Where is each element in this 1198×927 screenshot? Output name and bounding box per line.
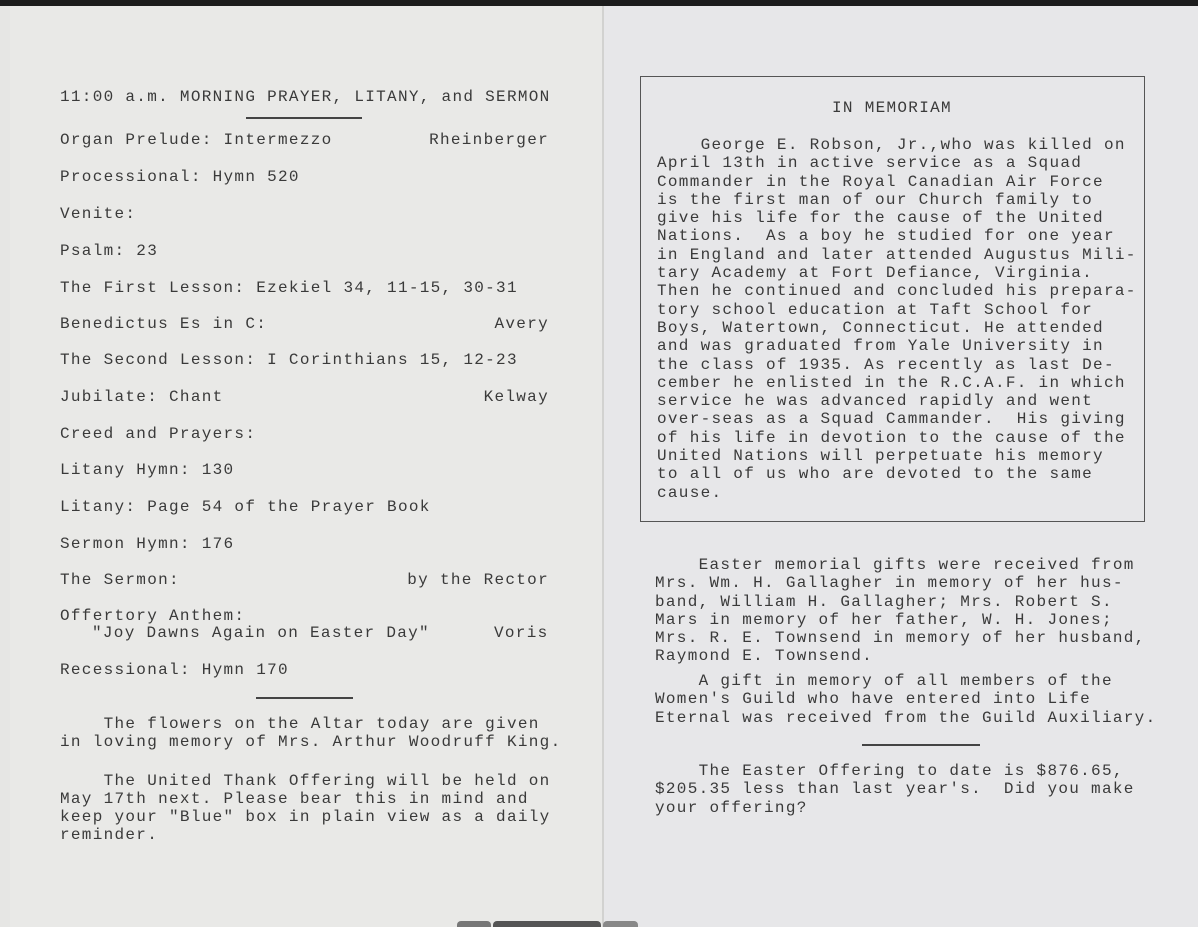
service-item-label: Venite: <box>60 205 137 223</box>
service-item-label: The Sermon: <box>60 571 180 589</box>
easter-offering-notice: The Easter Offering to date is $876.65, $205.35 less than last year's. Did you make your offering? <box>655 762 1135 817</box>
service-item-label: The First Lesson: Ezekiel 34, 11-15, 30-31 <box>60 279 518 297</box>
guild-gift-notice: A gift in memory of all members of the Women's Guild who have entered into Life Eternal was received from the Guild Auxiliary. <box>655 672 1157 727</box>
offertory-composer: Voris <box>494 624 549 642</box>
page-fold <box>602 6 604 927</box>
offertory-title: "Joy Dawns Again on Easter Day" <box>92 624 430 642</box>
scrollbar-thumb[interactable] <box>493 921 601 927</box>
service-item-label: Processional: Hymn 520 <box>60 168 300 186</box>
flowers-notice: The flowers on the Altar today are given in loving memory of Mrs. Arthur Woodruff King. <box>60 715 562 752</box>
service-item-composer: by the Rector <box>407 571 549 589</box>
service-item-label: The Second Lesson: I Corinthians 15, 12-23 <box>60 351 518 369</box>
service-item-label: Organ Prelude: Intermezzo <box>60 131 333 149</box>
thank-offering-notice: The United Thank Offering will be held on May 17th next. Please bear this in mind and keep your "Blue" box in plain view as a daily reminder. <box>60 772 551 844</box>
service-item-composer: Kelway <box>483 388 549 406</box>
service-item-label: Litany Hymn: 130 <box>60 461 235 479</box>
memoriam-title: IN MEMORIAM <box>832 99 952 117</box>
service-item-label: Jubilate: Chant <box>60 388 224 406</box>
memoriam-text: George E. Robson, Jr.,who was killed on April 13th in active service as a Squad Commander in the Royal Canadian Air Force is the first man of our Church family to give his life for the cause of the United Nations. As a boy he studied for one year in England and later attended Augustus Mili- tary Academy at Fort Defiance, Virginia. Then he continued and concluded his prepara- tory school education at Taft School for Boys, Watertown, Connecticut. He attended and was graduated from Yale University in the class of 1935. As recently as last De- cember he enlisted in the R.C.A.F. in which service he was advanced rapidly and went over-seas as a Squad Cammander. His giving of his life in devotion to the cause of the United Nations will perpetuate his memory to all of us who are devoted to the same cause. <box>657 136 1137 502</box>
offertory-label: Offertory Anthem: <box>60 607 246 625</box>
scrollbar-right-segment[interactable] <box>603 921 638 927</box>
divider <box>256 697 353 699</box>
service-item-label: Benedictus Es in C: <box>60 315 268 333</box>
service-item-label: Sermon Hymn: 176 <box>60 535 235 553</box>
service-item-composer: Avery <box>494 315 549 333</box>
scrollbar-left-segment[interactable] <box>457 921 491 927</box>
service-item-label: Creed and Prayers: <box>60 425 257 443</box>
service-item-composer: Rheinberger <box>429 131 549 149</box>
service-heading: 11:00 a.m. MORNING PRAYER, LITANY, and SERMON <box>60 88 551 106</box>
recessional: Recessional: Hymn 170 <box>60 661 289 679</box>
divider <box>246 117 362 119</box>
service-item-label: Psalm: 23 <box>60 242 159 260</box>
service-item-label: Litany: Page 54 of the Prayer Book <box>60 498 431 516</box>
divider <box>862 744 980 746</box>
easter-gifts-notice: Easter memorial gifts were received from Mrs. Wm. H. Gallagher in memory of her hus- band, William H. Gallagher; Mrs. Robert S. Mars in memory of her father, W. H. Jones; Mrs. R. E. Townsend in memory of her husband, Raymond E. Townsend. <box>655 556 1146 666</box>
